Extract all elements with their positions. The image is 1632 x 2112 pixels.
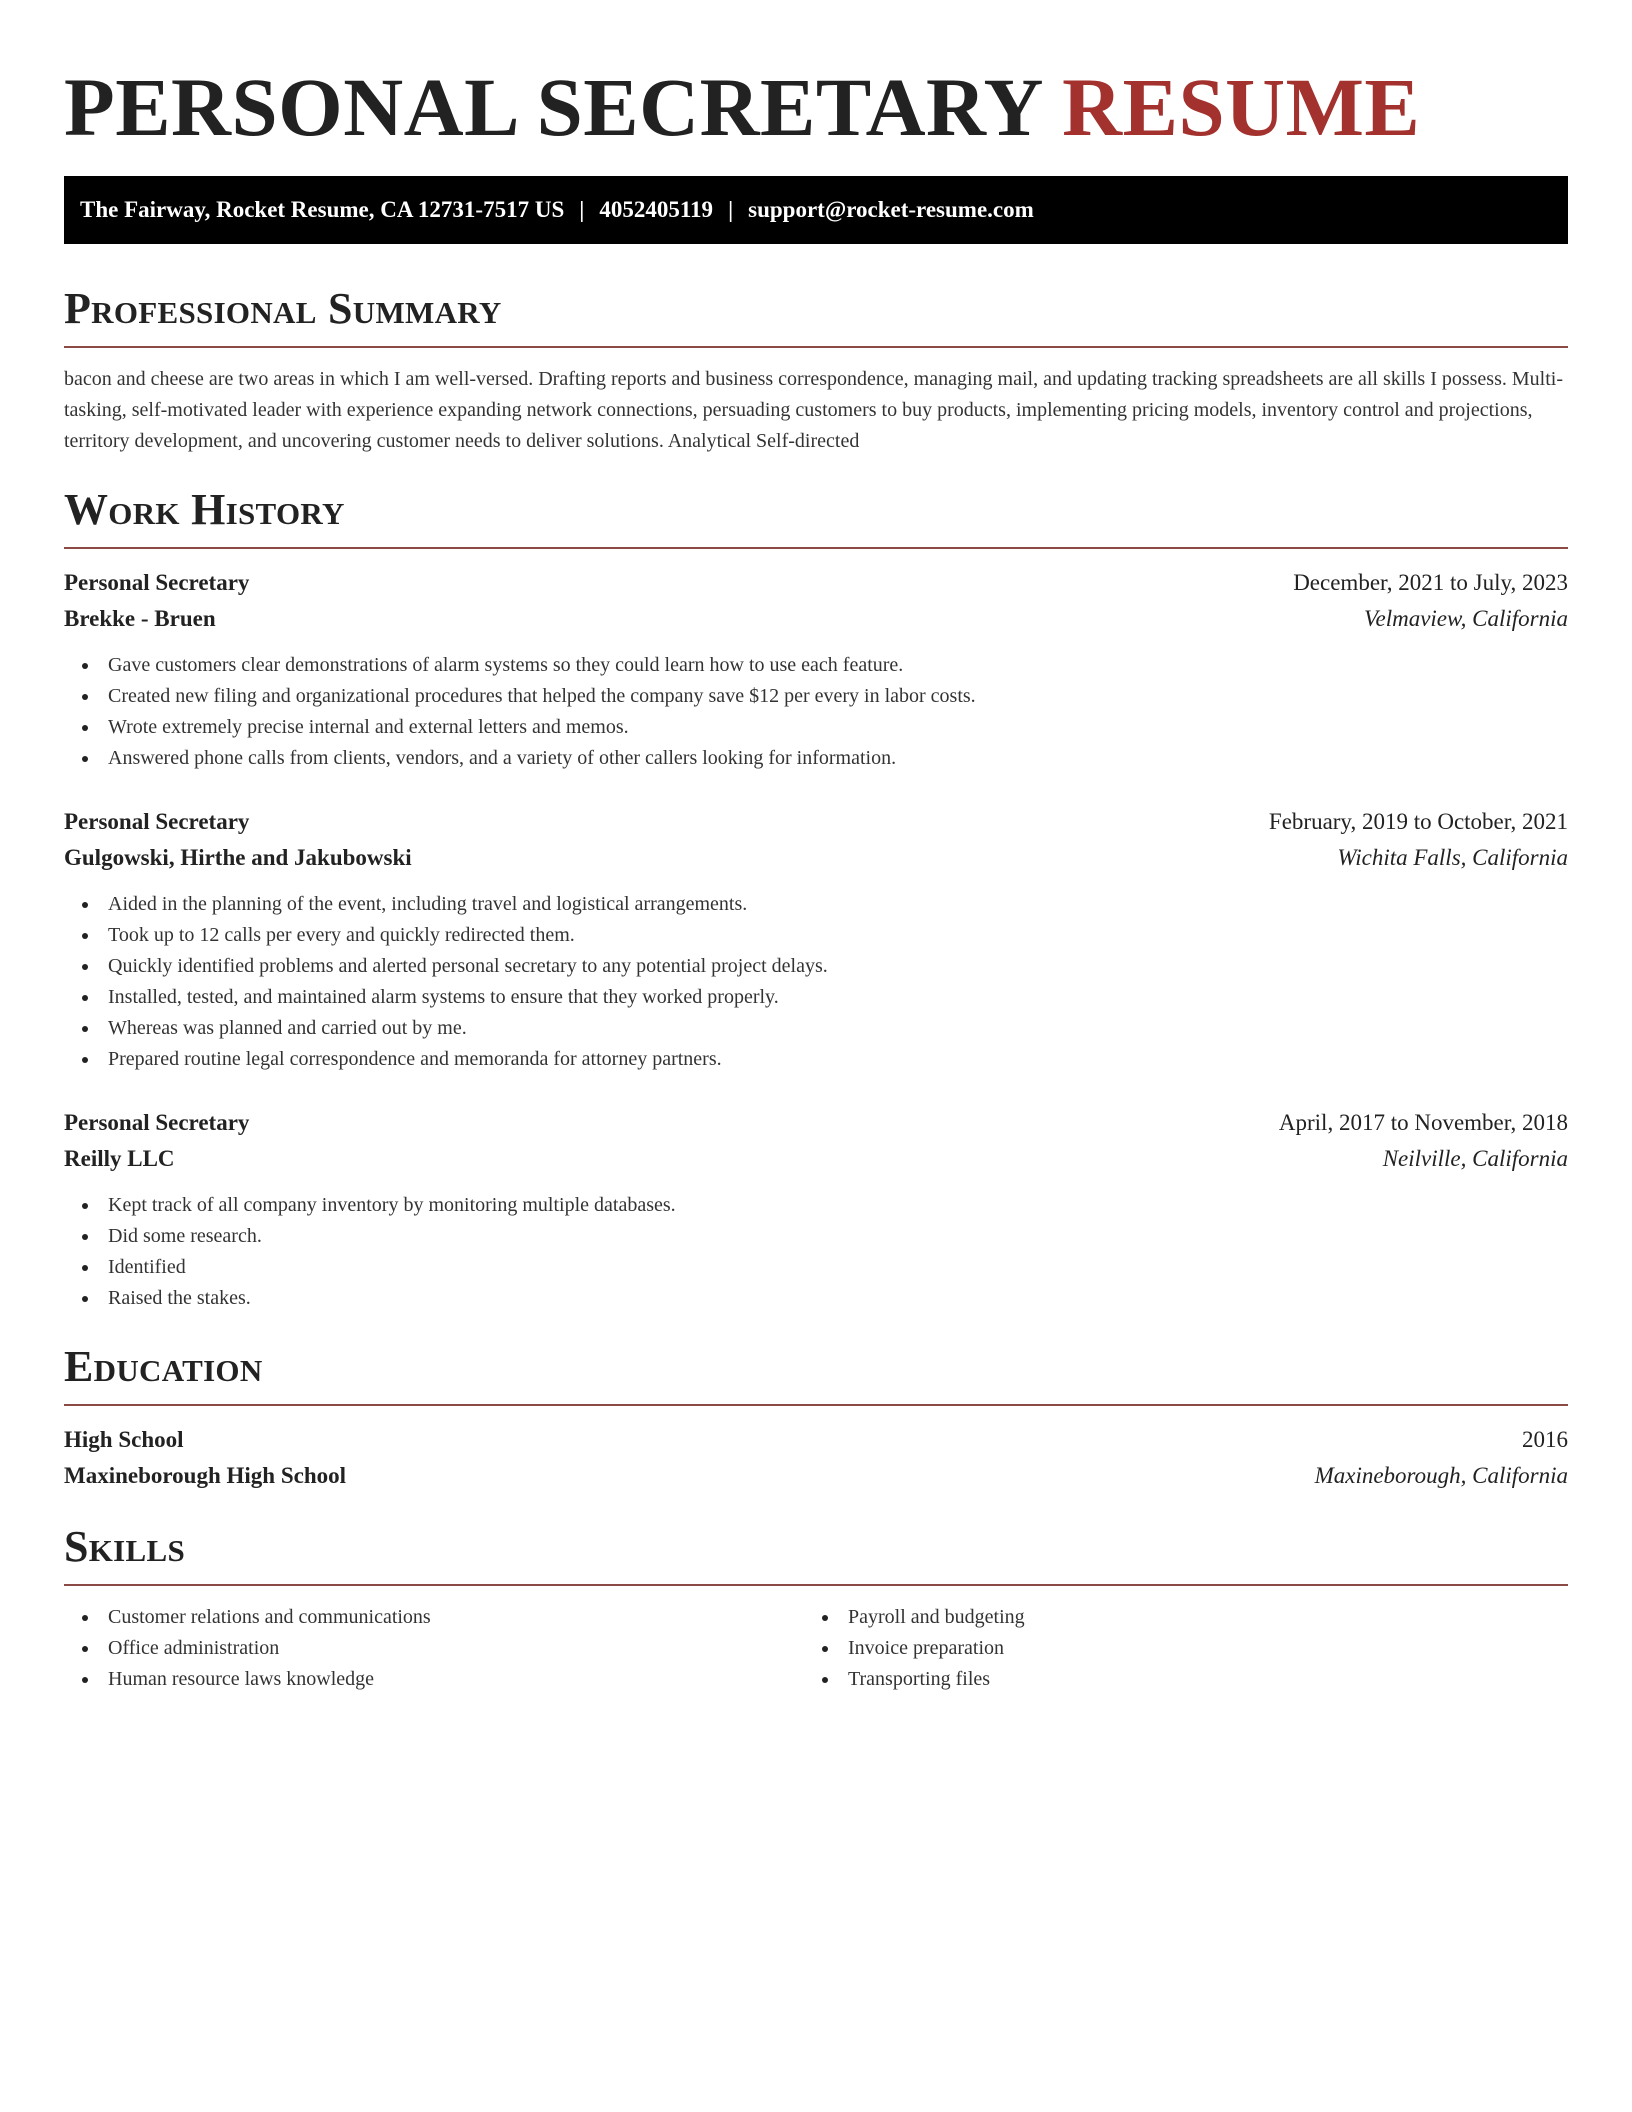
contact-bar (64, 176, 1568, 244)
list-item: Prepared routine legal correspondence and memoranda for attorney partners. (64, 1044, 1568, 1075)
section-heading-skills: Skills (64, 1522, 186, 1571)
section-divider (64, 1584, 1568, 1586)
job-entry (64, 565, 1568, 774)
job-title: Personal Secretary (64, 809, 250, 834)
summary-section (64, 282, 1568, 457)
job-header-row (64, 804, 1568, 840)
skills-list-left (64, 1602, 804, 1695)
skill-item: Office administration (64, 1633, 804, 1664)
skills-grid (64, 1602, 1568, 1695)
section-divider (64, 346, 1568, 348)
job-entry (64, 1105, 1568, 1314)
job-header-row (64, 565, 1568, 601)
list-item: Installed, tested, and maintained alarm systems to ensure that they worked properly. (64, 982, 1568, 1013)
contact-email: support@rocket-resume.com (748, 197, 1034, 222)
list-item: Took up to 12 calls per every and quickly redirected them. (64, 920, 1568, 951)
list-item: Answered phone calls from clients, vendors, and a variety of other callers looking for information. (64, 743, 1568, 774)
job-location: Wichita Falls, California (1337, 845, 1568, 870)
title-accent: RESUME (1062, 61, 1421, 153)
job-company-row (64, 840, 1568, 876)
contact-phone: 4052405119 (599, 197, 714, 222)
job-location: Velmaview, California (1363, 606, 1568, 631)
education-entry (64, 1422, 1568, 1494)
job-company: Reilly LLC (64, 1146, 175, 1171)
education-degree: High School (64, 1427, 184, 1452)
education-school: Maxineborough High School (64, 1463, 347, 1488)
job-header-row (64, 1105, 1568, 1141)
skills-section (64, 1520, 1568, 1695)
skills-list-right (804, 1602, 1544, 1695)
list-item: Quickly identified problems and alerted personal secretary to any potential project delays. (64, 951, 1568, 982)
resume-title (64, 0, 1568, 158)
section-divider (64, 547, 1568, 549)
skill-item: Human resource laws knowledge (64, 1664, 804, 1695)
contact-separator: | (579, 197, 585, 222)
skill-item: Customer relations and communications (64, 1602, 804, 1633)
section-heading-education: Education (64, 1342, 263, 1391)
job-company-row (64, 601, 1568, 637)
education-header-row (64, 1422, 1568, 1458)
skill-item: Payroll and budgeting (804, 1602, 1544, 1633)
list-item: Raised the stakes. (64, 1283, 1568, 1314)
job-location: Neilville, California (1382, 1146, 1568, 1171)
section-heading-work-history: Work History (64, 485, 345, 534)
summary-text: bacon and cheese are two areas in which I am well-versed. Drafting reports and business correspondence, managing mail, and updating tracking spreadsheets are all skills I possess. Multi-tasking, self-motivated leader with experience expanding network connections, persuading customers to buy products, implementing pricing models, inventory control and projections, territory development, and uncovering customer needs to deliver solutions. Analytical Self-directed (64, 368, 1563, 452)
section-heading-summary: Professional Summary (64, 284, 502, 333)
job-dates: December, 2021 to July, 2023 (1293, 570, 1568, 595)
job-company: Gulgowski, Hirthe and Jakubowski (64, 845, 412, 870)
resume-page (64, 0, 1568, 1695)
skill-item: Transporting files (804, 1664, 1544, 1695)
job-title: Personal Secretary (64, 570, 250, 595)
list-item: Aided in the planning of the event, including travel and logistical arrangements. (64, 889, 1568, 920)
job-dates: April, 2017 to November, 2018 (1278, 1110, 1568, 1135)
contact-address: The Fairway, Rocket Resume, CA 12731-7517 US (80, 197, 565, 222)
work-history-section (64, 483, 1568, 1314)
list-item: Created new filing and organizational procedures that helped the company save $12 per every in labor costs. (64, 681, 1568, 712)
contact-separator: | (728, 197, 734, 222)
list-item: Gave customers clear demonstrations of alarm systems so they could learn how to use each feature. (64, 650, 1568, 681)
job-bullets (64, 1190, 1568, 1314)
job-entry (64, 804, 1568, 1075)
list-item: Kept track of all company inventory by monitoring multiple databases. (64, 1190, 1568, 1221)
job-company: Brekke - Bruen (64, 606, 216, 631)
list-item: Wrote extremely precise internal and external letters and memos. (64, 712, 1568, 743)
job-dates: February, 2019 to October, 2021 (1268, 809, 1568, 834)
title-main: PERSONAL SECRETARY (64, 61, 1041, 153)
job-bullets (64, 650, 1568, 774)
section-divider (64, 1404, 1568, 1406)
list-item: Did some research. (64, 1221, 1568, 1252)
list-item: Identified (64, 1252, 1568, 1283)
education-location: Maxineborough, California (1314, 1463, 1568, 1488)
education-section (64, 1340, 1568, 1494)
education-school-row (64, 1458, 1568, 1494)
skill-item: Invoice preparation (804, 1633, 1544, 1664)
job-bullets (64, 889, 1568, 1075)
job-company-row (64, 1141, 1568, 1177)
education-year: 2016 (1522, 1427, 1568, 1452)
job-title: Personal Secretary (64, 1110, 250, 1135)
list-item: Whereas was planned and carried out by me. (64, 1013, 1568, 1044)
